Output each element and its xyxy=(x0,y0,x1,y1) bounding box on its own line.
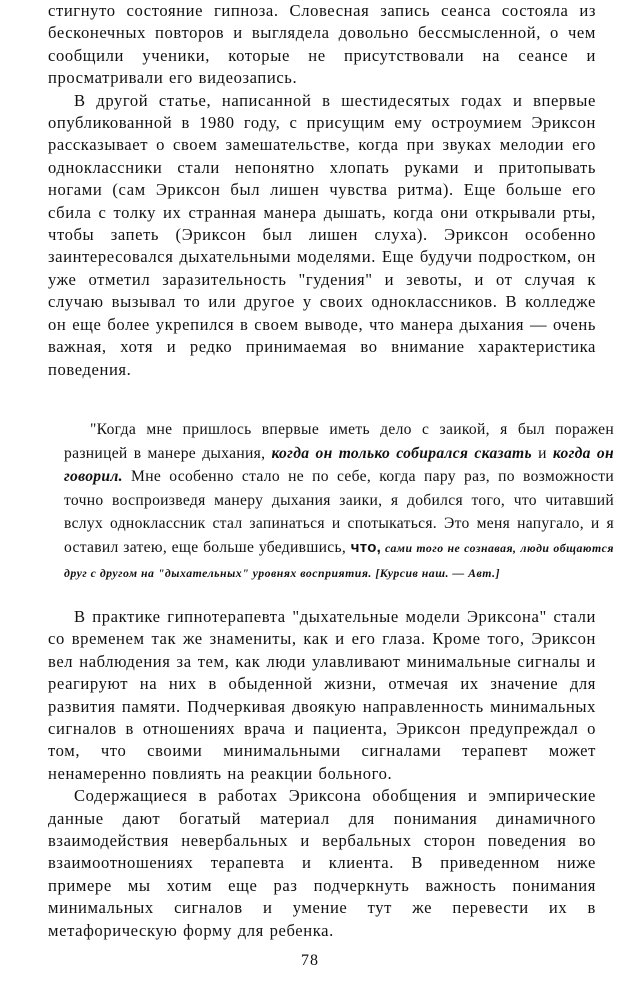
quote-paragraph xyxy=(64,418,614,585)
quote-emphasis-2: когда он говорил. xyxy=(64,444,614,486)
quote-text-3: Мне особенно стало не по себе, когда пару раз, по возможности точно воспроизведя манеру дыхания заики, я добился того, что читавший вслух одноклассник стал запинаться и спотыкаться. Это меня напугало, и я оставил затею, еще больше убедившись, xyxy=(64,468,614,556)
quote-emphasis-1: когда он только собирался сказать xyxy=(271,444,532,462)
quote-emphasis-3: сами того не сознавая, люди общаются друг с другом на "дыхательных" уровнях восприятия. [Курсив наш. — Авт.] xyxy=(64,540,614,580)
quote-text-1: "Когда мне пришлось впервые иметь дело с заикой, я был поражен разницей в манере дыхания, xyxy=(64,421,614,462)
top-text-block xyxy=(48,0,596,381)
bottom-text-block xyxy=(48,606,596,942)
blockquote-stutterer xyxy=(64,418,614,585)
paragraph-erickson-rhythm: В другой статье, написанной в шестидесятых годах и впервые опубликованной в 1980 году, с присущим ему остроумием Эриксон рассказывает о своем замешательстве, когда при звуках мелодии его одноклассники стали непонятно хлопать руками и притопывать ногами (сам Эриксон был лишен чувства ритма). Еще больше его сбила с толку их странная манера дышать, когда они открывали рты, чтобы запеть (Эриксон был лишен слуха). Эриксон особенно заинтересовался дыхательными моделями. Еще будучи подростком, он уже отметил заразительность "гудения" и зевоты, и от случая к случаю вызывал то или другое у своих одноклассников. В колледже он еще более укрепился в своем выводе, что манера дыхания — очень важная, хотя и редко принимаемая во внимание характеристика поведения. xyxy=(48,90,596,379)
paragraph-continuation: стигнуто состояние гипноза. Словесная запись сеанса состояла из бесконечных повторов и выглядела довольно бессмысленной, о чем сообщили ученики, которые не присутствовали на сеансе и просматривали его видеозапись. xyxy=(48,1,596,88)
quote-bold-word: что, xyxy=(350,538,382,556)
quote-text-2: и xyxy=(531,444,553,462)
page-number: 78 xyxy=(301,952,319,969)
paragraph-generalizations: Содержащиеся в работах Эриксона обобщения и эмпирические данные дают богатый материал для понимания динамичного взаимодействия невербальных и вербальных сторон поведения во взаимоотношениях терапевта и клиента. В приведенном ниже примере мы хотим еще раз подчеркнуть важность понимания минимальных сигналов и умение тут же перевести их в метафорическую форму для ребенка. xyxy=(48,786,596,940)
paragraph-breathing-models: В практике гипнотерапевта "дыхательные модели Эриксона" стали со временем так же знамениты, как и его глаза. Кроме того, Эриксон вел наблюдения за тем, как люди улавливают минимальные сигналы и реагируют на них в обыденной жизни, отмечая их значение для развития памяти. Подчеркивая двоякую направленность минимальных сигналов в отношениях врача и пациента, Эриксон предупреждал о том, что своими минимальными сигналами терапевт может ненамеренно повлиять на реакции больного. xyxy=(48,607,596,783)
